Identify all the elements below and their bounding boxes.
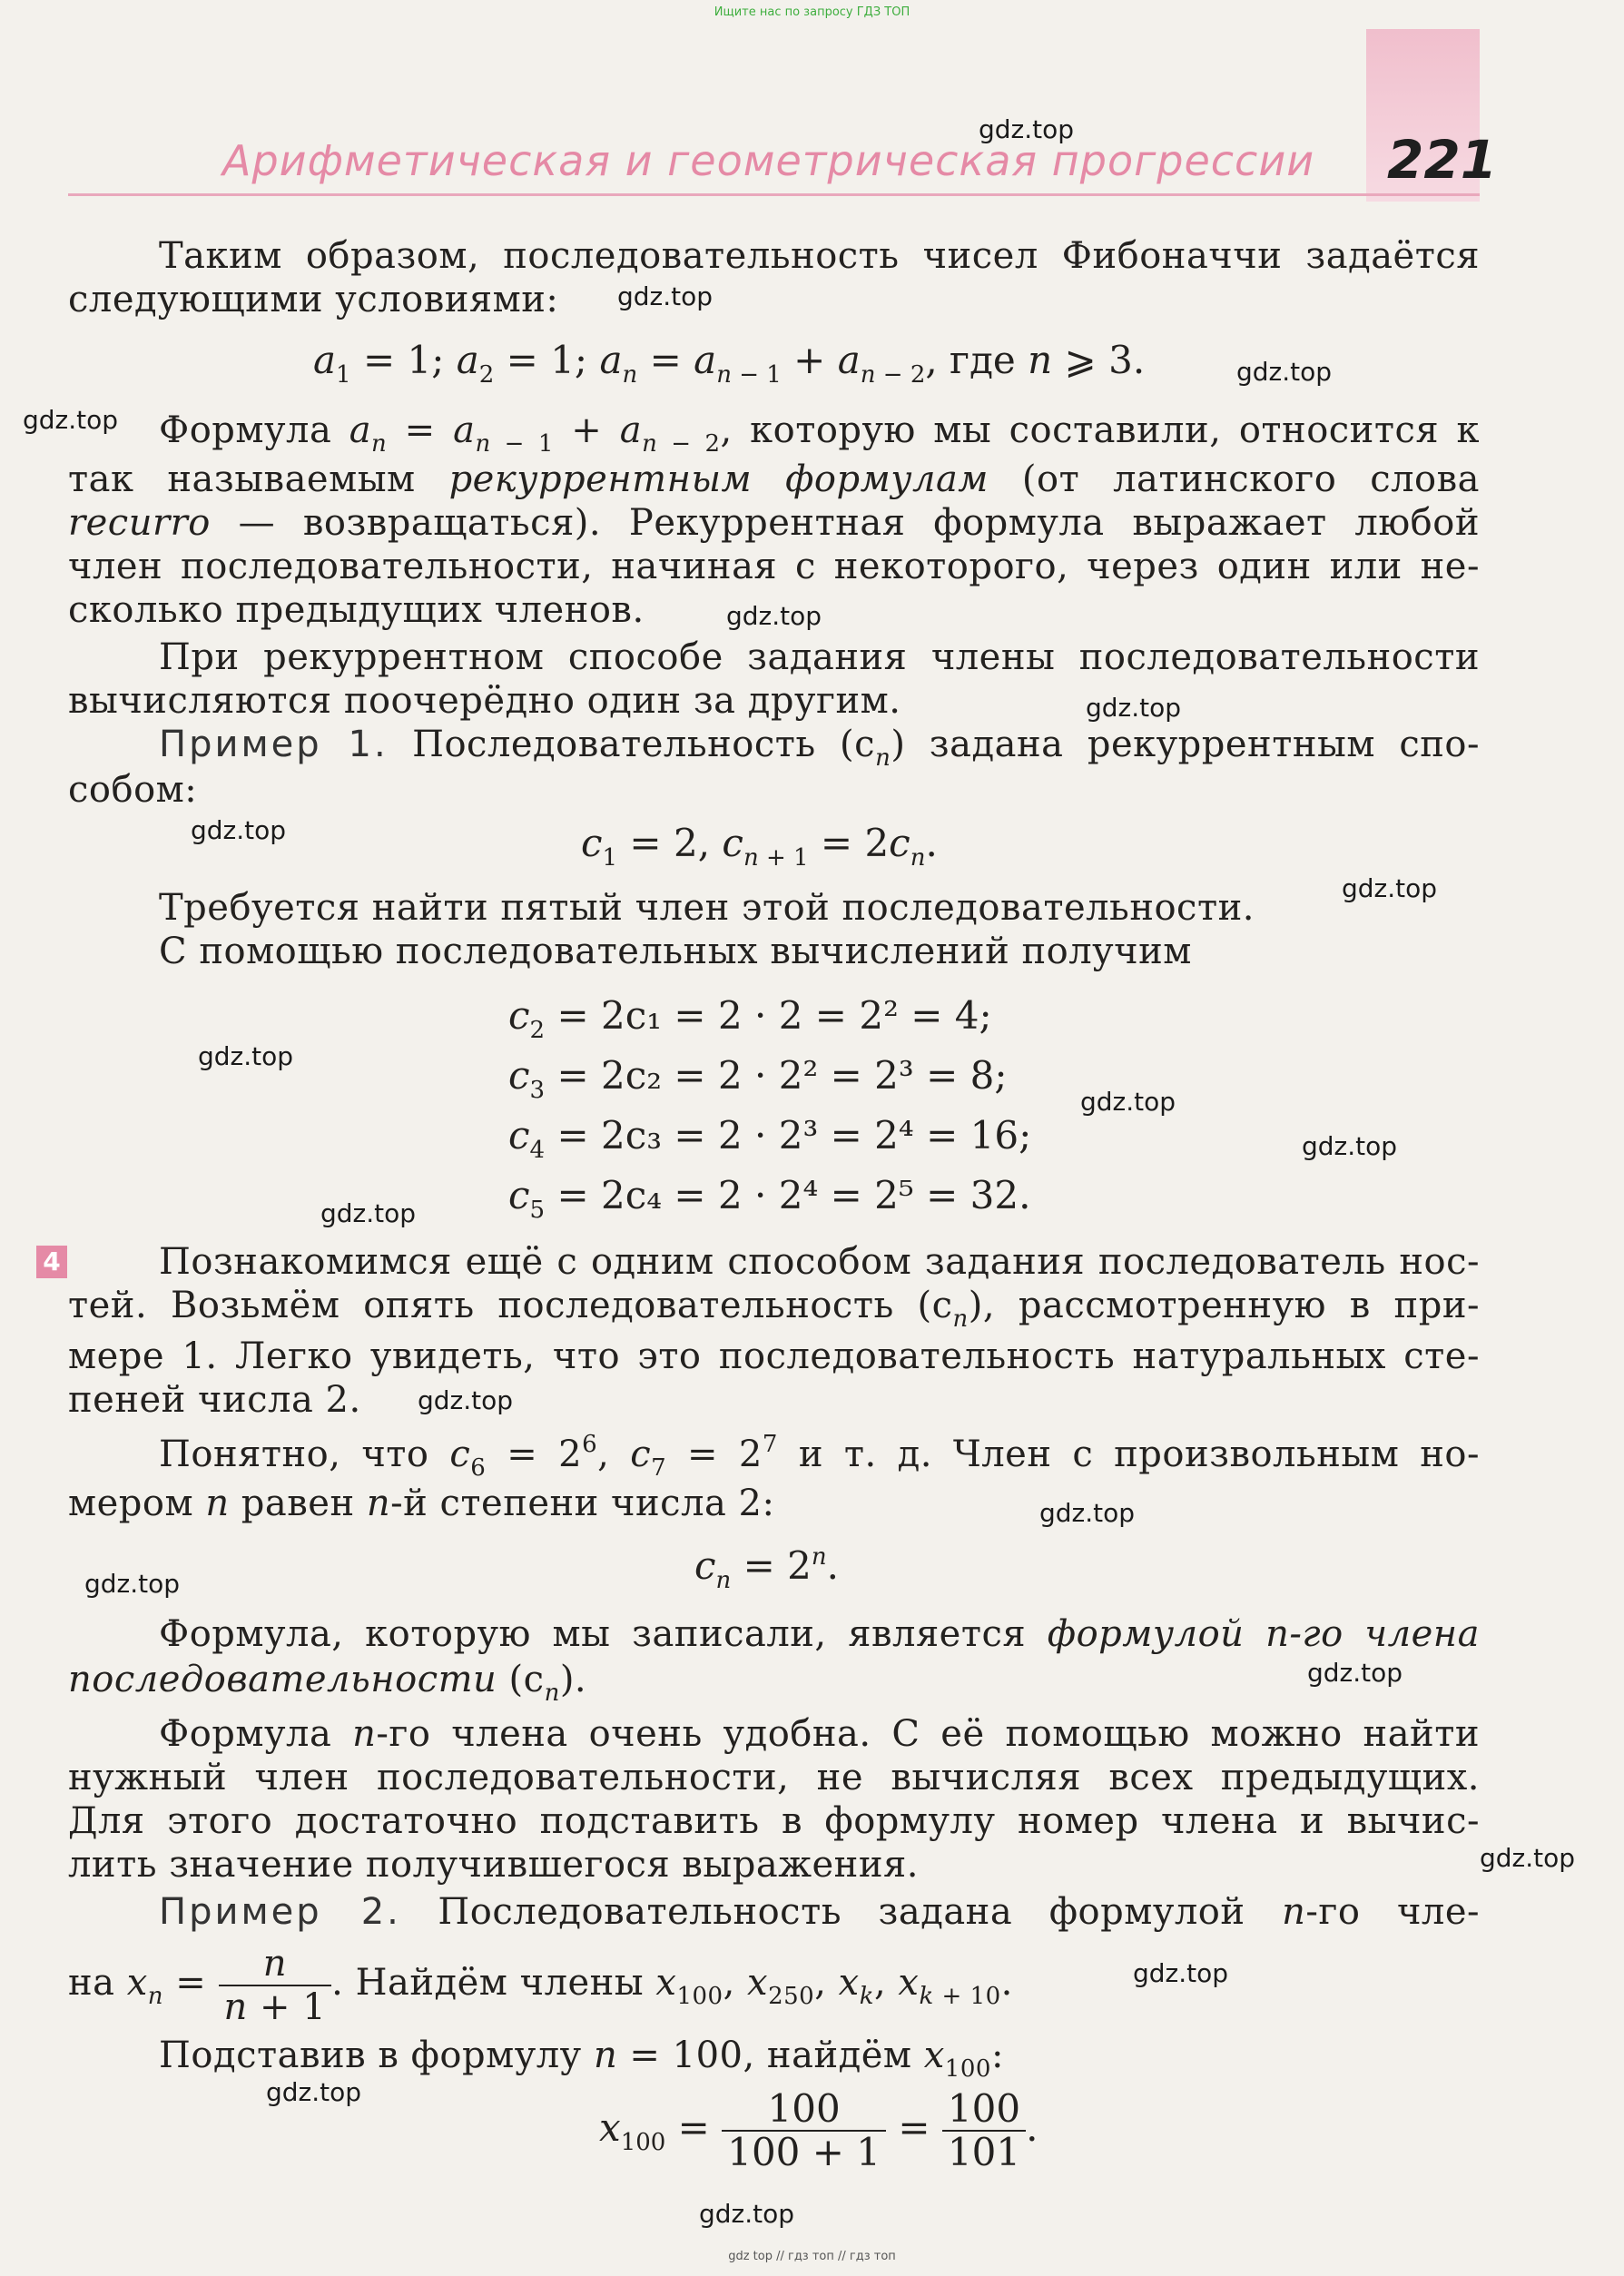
paragraph-line: Таким образом, последовательность чисел Фибоначчи задаётся [159, 235, 1480, 277]
example-2-line: Пример 2. Последовательность задана формулой n-го чле- [159, 1891, 1481, 1933]
paragraph-line: нужный член последовательности, не вычисляя всех предыдущих. [68, 1757, 1480, 1798]
watermark: gdz.top [198, 1041, 294, 1071]
watermark: gdz.top [1480, 1843, 1576, 1873]
paragraph-line: следующими условиями: [68, 279, 559, 320]
watermark: gdz.top [1133, 1958, 1229, 1988]
watermark: gdz.top [84, 1569, 181, 1599]
paragraph-line: мером n равен n-й степени числа 2: [68, 1483, 775, 1524]
watermark: gdz.top [699, 2199, 795, 2229]
example-2-formula-line: на $x_n$ = $\frac{n}{n + 1}$ . Найдём члены $x_{100}$, $x_{250}$, $x_k$, $x_{k + 10}$. [68, 1943, 1013, 2028]
example-2-label: Пример 2. [159, 1891, 401, 1933]
paragraph-line: пеней числа 2. [68, 1379, 361, 1421]
top-note: Ищите нас по запросу ГДЗ ТОП [714, 5, 910, 19]
page-header-title: Арифметическая и геометрическая прогрессии [222, 136, 1315, 185]
example-1-line: Пример 1. Последовательность $(c_n)$ задана рекуррентным спо- [159, 724, 1480, 772]
watermark: gdz.top [1307, 1658, 1403, 1688]
bottom-note: gdz top // гдз топ // гдз топ [728, 2250, 896, 2263]
paragraph-line: так называемым рекуррентным формулам (от латинского слова [68, 458, 1481, 500]
watermark: gdz.top [418, 1385, 514, 1415]
fraction: $\frac{100}{100 + 1}$ [722, 2088, 886, 2173]
calc-c2: $c_2 = 2c_1 = 2 \cdot 2 = 2^2 = 4$; [508, 993, 992, 1044]
watermark: gdz.top [1080, 1087, 1176, 1117]
paragraph-line: сколько предыдущих членов. [68, 589, 645, 631]
watermark: gdz.top [191, 815, 287, 845]
paragraph-line: Требуется найти пятый член этой последовательности. [159, 887, 1255, 929]
paragraph-line: Формула n-го члена очень удобна. С её помощью можно найти [159, 1713, 1480, 1755]
paragraph-line: Подставив в формулу n = 100, найдём $x_{100}$: [159, 2035, 1004, 2083]
nth-term-formula: $c_n = 2^n$. [694, 1543, 840, 1594]
paragraph-line: Познакомимся ещё с одним способом задания последователь нос- [159, 1241, 1480, 1283]
paragraph-line: вычисляются поочерёдно один за другим. [68, 680, 901, 722]
paragraph-line: тей. Возьмём опять последовательность $(c_n)$, рассмотренную в при- [68, 1285, 1480, 1333]
example-1-formula: $c_1 = 2$, $c_{n + 1} = 2c_n$. [581, 821, 938, 872]
x100-formula: $x_{100}$ = $\frac{100}{100 + 1}$ = $\frac{100}{101}$ . [599, 2086, 1038, 2174]
paragraph-line: лить значение получившегося выражения. [68, 1844, 919, 1886]
paragraph-line: член последовательности, начиная с некоторого, через один или не- [68, 546, 1480, 587]
paragraph-line: последовательности $(c_n)$. [68, 1659, 587, 1707]
page-number: 221 [1387, 129, 1498, 191]
example-1-label: Пример 1. [159, 724, 389, 765]
paragraph-line: мере 1. Легко увидеть, что это последовательность натуральных сте- [68, 1335, 1480, 1377]
watermark: gdz.top [1039, 1498, 1136, 1528]
paragraph-line: С помощью последовательных вычислений получим [159, 931, 1192, 972]
calc-c3: $c_3 = 2c_2 = 2 \cdot 2^2 = 2^3 = 8$; [508, 1053, 1008, 1104]
paragraph-line: собом: [68, 769, 198, 811]
watermark: gdz.top [1302, 1131, 1398, 1161]
section-marker: 4 [36, 1246, 67, 1278]
watermark: gdz.top [726, 601, 822, 631]
paragraph-line: recurro — возвращаться). Рекуррентная формула выражает любой [68, 502, 1480, 544]
watermark: gdz.top [320, 1198, 417, 1228]
watermark: gdz.top [1086, 693, 1182, 723]
fraction: $\frac{n}{n + 1}$ [219, 1943, 332, 2028]
watermark: gdz.top [617, 281, 714, 311]
watermark: gdz.top [979, 114, 1075, 144]
paragraph-line: Для этого достаточно подставить в формулу номер члена и вычис- [68, 1800, 1480, 1842]
header-divider [68, 193, 1480, 196]
paragraph-line: Формула $a_n = a_{n - 1} + a_{n - 2}$, которую мы составили, относится к [159, 409, 1480, 458]
fibonacci-formula: $a_1 = 1$; $a_2 = 1$; $a_n = a_{n - 1} + a_{n - 2}$, где n ⩾ 3. [313, 338, 1146, 389]
fraction: $\frac{100}{101}$ [942, 2088, 1026, 2173]
paragraph-line: Понятно, что $c_6 = 2^6$, $c_7 = 2^7$ и т. д. Член с произвольным но- [159, 1431, 1480, 1482]
watermark: gdz.top [266, 2077, 362, 2107]
paragraph-line: Формула, которую мы записали, является формулой n-го члена [159, 1613, 1481, 1655]
calc-c5: $c_5 = 2c_4 = 2 \cdot 2^4 = 2^5 = 32$. [508, 1173, 1031, 1224]
paragraph-line: При рекуррентном способе задания члены последовательности [159, 636, 1480, 678]
watermark: gdz.top [1342, 873, 1438, 903]
watermark: gdz.top [1236, 357, 1333, 387]
calc-c4: $c_4 = 2c_3 = 2 \cdot 2^3 = 2^4 = 16$; [508, 1113, 1032, 1164]
watermark: gdz.top [23, 405, 119, 435]
